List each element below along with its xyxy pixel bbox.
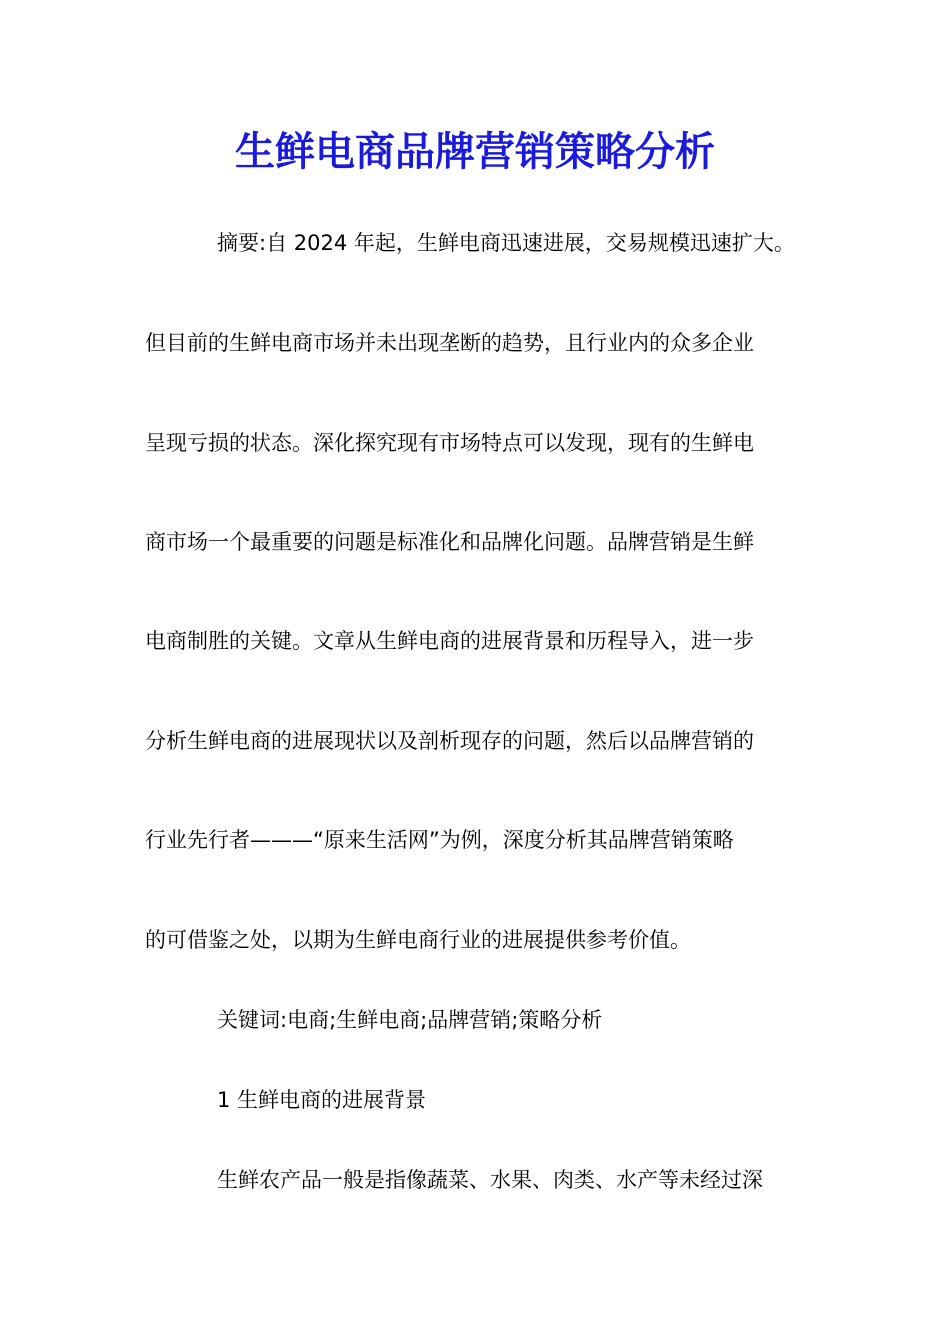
abstract-line-2: 但目前的生鲜电商市场并未出现垄断的趋势，且行业内的众多企业 [145,331,754,355]
body-paragraph-line: 生鲜农产品一般是指像蔬菜、水果、肉类、水产等未经过深 [217,1168,763,1192]
abstract-line-1: 摘要:自 2024 年起，生鲜电商迅速进展，交易规模迅速扩大。 [217,231,795,255]
abstract-line-4: 商市场一个最重要的问题是标准化和品牌化问题。品牌营销是生鲜 [145,530,754,554]
abstract-line-6: 分析生鲜电商的进展现状以及剖析现存的问题，然后以品牌营销的 [145,729,754,753]
keywords-line: 关键词:电商;生鲜电商;品牌营销;策略分析 [217,1008,603,1032]
abstract-line-3: 呈现亏损的状态。深化探究现有市场特点可以发现，现有的生鲜电 [145,431,754,455]
abstract-line-5: 电商制胜的关键。文章从生鲜电商的进展背景和历程导入，进一步 [145,629,754,653]
document-title: 生鲜电商品牌营销策略分析 [235,128,715,175]
abstract-line-8: 的可借鉴之处，以期为生鲜电商行业的进展提供参考价值。 [145,928,691,952]
section-heading: 1 生鲜电商的进展背景 [217,1088,427,1112]
abstract-line-7: 行业先行者———“原来生活网”为例，深度分析其品牌营销策略 [145,828,734,852]
